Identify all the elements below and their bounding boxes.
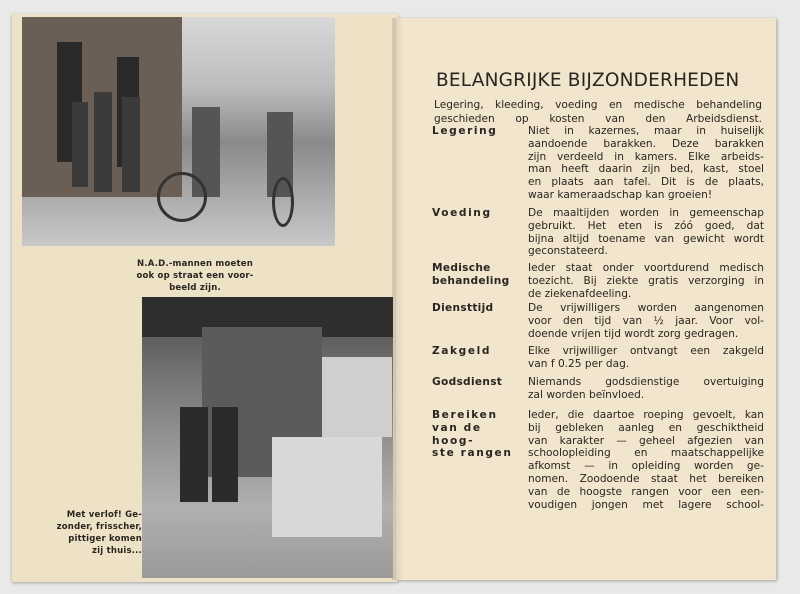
section-label: Zakgeld (432, 345, 492, 357)
text-line: Niet in kazernes, maar in huiselijk (528, 125, 764, 137)
section-label: Legering (432, 125, 498, 137)
section-text (528, 376, 764, 402)
caption-line: zij thuis... (92, 546, 142, 556)
section-text (528, 302, 764, 340)
section-text (528, 262, 764, 300)
text-line: Ieder staat onder voortdurend medisch (528, 262, 764, 274)
section-zakgeld (432, 345, 764, 371)
text-line: bij gebleken aanleg en geschiktheid (528, 421, 764, 434)
text-line: De maaltijden worden in gemeenschap (528, 207, 764, 219)
caption-line: Met verlof! Ge- (66, 510, 142, 520)
text-line: toezicht. Bij ziekte gratis verzorging in (528, 274, 764, 287)
section-text (528, 345, 764, 371)
text-line: aandoende barakken. Deze barakken (528, 137, 764, 150)
section-label: Voeding (432, 207, 492, 219)
text-line: schoolopleiding en maatschappelijke (528, 447, 764, 460)
section-label: Godsdienst (432, 376, 503, 388)
text-line: de ziekenafdeeling. (528, 287, 632, 300)
text-line: doende vrijen tijd wordt zorg gedragen. (528, 327, 739, 340)
text-line: nomen. Zoodoende staat het bereiken (528, 472, 764, 485)
text-line: man heeft daarin zijn bed, kast, stoel (528, 163, 764, 176)
section-text (528, 409, 764, 511)
text-line: gebruikt. Het eten is zóó goed, dat (528, 219, 764, 232)
text-line: zal worden beïnvloed. (528, 388, 645, 401)
photo-caption-2 (30, 509, 142, 557)
text-line: waar kameraadschap kan groeien! (528, 188, 713, 201)
text-line: van f 0.25 per dag. (528, 357, 630, 370)
text-line: voudigen jongen met lagere school- (528, 498, 764, 511)
photo-caption-1 (120, 258, 270, 294)
section-godsdienst (432, 376, 764, 402)
section-diensttijd (432, 302, 764, 340)
photo-men-on-street (22, 17, 335, 246)
text-line: Ieder, die daartoe roeping gevoelt, kan (528, 409, 764, 421)
text-line: van de hoogste rangen voor een een- (528, 485, 764, 498)
section-text (528, 207, 764, 258)
text-line: geconstateerd. (528, 245, 608, 258)
text-line: voor den tijd van ½ jaar. Voor vol- (528, 314, 764, 327)
caption-line: pittiger komen (68, 534, 142, 544)
caption-line: ook op straat een voor- (136, 271, 254, 281)
section-voeding (432, 207, 764, 258)
section-label: Diensttijd (432, 302, 494, 314)
text-line: en plaats aan tafel. Dit is de plaats, (528, 176, 764, 189)
text-line: afkomst — in opleiding worden ge- (528, 460, 764, 473)
photo-station-on-leave (142, 297, 393, 578)
section-label: Medische behandeling (432, 262, 510, 287)
intro-paragraph: Legering, kleeding, voeding en medische behandeling geschieden op kosten van den Arbeidsdienst. (434, 99, 762, 125)
section-medische (432, 262, 764, 300)
caption-line: N.A.D.-mannen moeten (137, 259, 253, 269)
section-label: Bereiken van de hoog- ste rangen (432, 409, 513, 460)
caption-line: zonder, frisscher, (56, 522, 142, 532)
text-line: Niemands godsdienstige overtuiging (528, 376, 764, 388)
section-bereiken (432, 409, 764, 511)
caption-line: beeld zijn. (169, 283, 221, 293)
page-title: BELANGRIJKE BIJZONDERHEDEN (436, 70, 740, 91)
text-line: Elke vrijwilliger ontvangt een zakgeld (528, 345, 764, 357)
text-line: bijna altijd toename van gewicht wordt (528, 232, 764, 245)
section-text (528, 125, 764, 202)
section-legering (432, 125, 764, 202)
book-gutter (392, 18, 404, 580)
text-line: zijn verdeeld in kamers. Elke arbeids- (528, 150, 764, 163)
text-line: De vrijwilligers worden aangenomen (528, 302, 764, 314)
text-line: van karakter — geheel afgezien van (528, 434, 764, 447)
